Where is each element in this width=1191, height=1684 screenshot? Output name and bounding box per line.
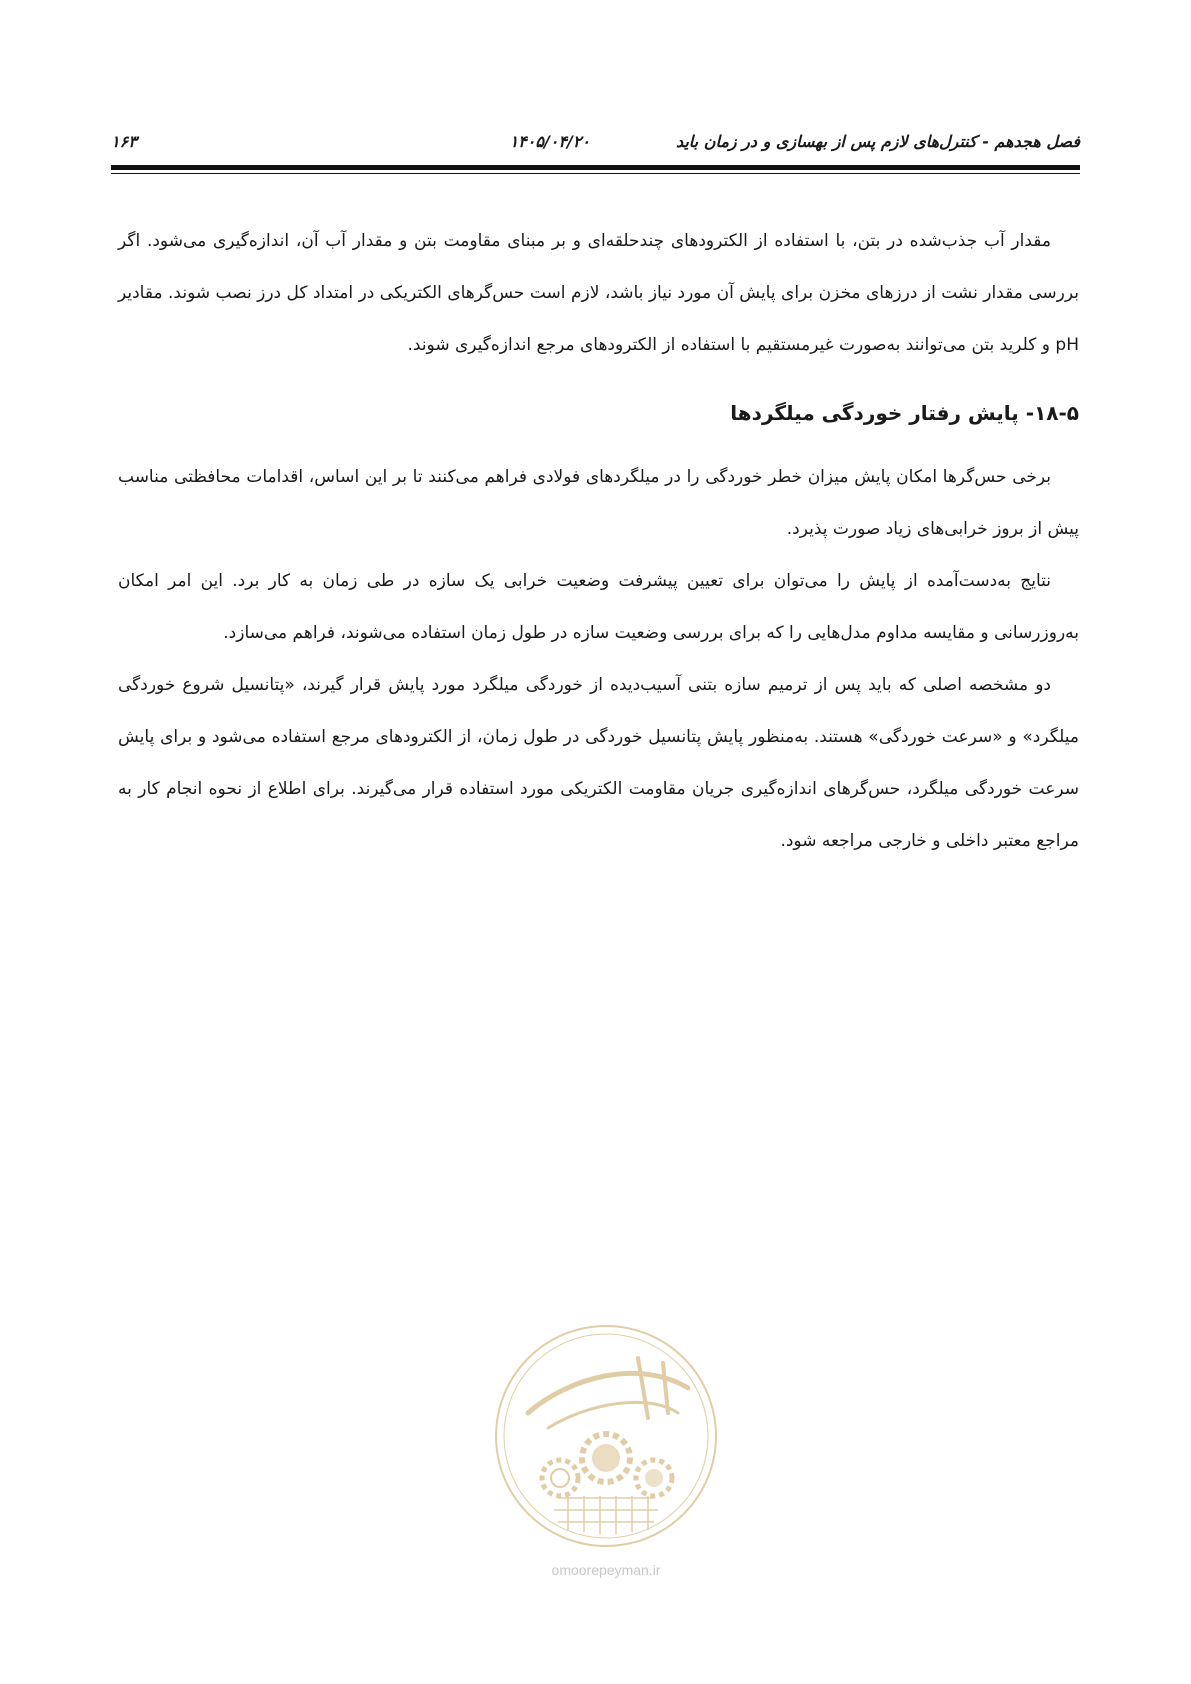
section-paragraph-3: دو مشخصه اصلی که باید پس از ترمیم سازه بتنی آسیب‌دیده از خوردگی میلگرد مورد پایش قرار گیرند، «پتانسیل شروع خوردگی میلگرد» و «سرعت خوردگی» هستند. به‌منظور پایش پتانسیل خوردگی در طول زمان، از الکترودهای مرجع استفاده می‌شود و برای پایش سرعت خوردگی میلگرد، حس‌گرهای اندازه‌گیری جریان مقاومت الکتریکی مورد استفاده قرار می‌گیرند. برای اطلاع از نحوه انجام کار به مراجع معتبر داخلی و خارجی مراجعه شود. [118,675,1079,851]
section-paragraph-1: برخی حس‌گرها امکان پایش میزان خطر خوردگی را در میلگردهای فولادی فراهم می‌کنند تا بر این اساس، اقدامات محافظتی مناسب پیش از بروز خرابی‌های زیاد صورت پذیرد. [118,467,1079,539]
page-number: ۱۶۳ [111,132,137,151]
section-paragraph-2: نتایج به‌دست‌آمده از پایش را می‌توان برای تعیین پیشرفت وضعیت خرابی یک سازه در طی زمان به کار برد. این امر امکان به‌روزرسانی و مقایسه مداوم مدل‌هایی را که برای بررسی وضعیت سازه در طول زمان استفاده می‌شوند، فراهم می‌سازد. [118,571,1079,643]
chapter-title: فصل هجدهم - کنترل‌های لازم پس از بهسازی و در زمان باید [675,132,1080,151]
page-header [111,128,1080,158]
watermark-logo [488,1318,724,1588]
header-rule-thin [111,173,1080,174]
intro-paragraph: مقدار آب جذب‌شده در بتن، با استفاده از الکترودهای چندحلقه‌ای و بر مبنای مقاومت بتن و مقدار آب آن، اندازه‌گیری می‌شود. اگر بررسی مقدار نشت از درزهای مخزن برای پایش آن مورد نیاز باشد، لازم است حس‌گرهای الکتریکی در امتداد کل درز نصب شوند. مقادیر pH و کلرید بتن می‌توانند به‌صورت غیرمستقیم با استفاده از الکترودهای مرجع اندازه‌گیری شوند. [118,231,1079,355]
watermark-url: omoorepeyman.ir [551,1562,661,1578]
page-content [118,215,1079,867]
seal-icon [488,1318,724,1554]
header-date: ۱۴۰۵/۰۴/۲۰ [509,132,590,151]
section-heading: ۱۸-۵- پایش رفتار خوردگی میلگردها [730,401,1079,425]
header-rule-thick [111,165,1080,170]
